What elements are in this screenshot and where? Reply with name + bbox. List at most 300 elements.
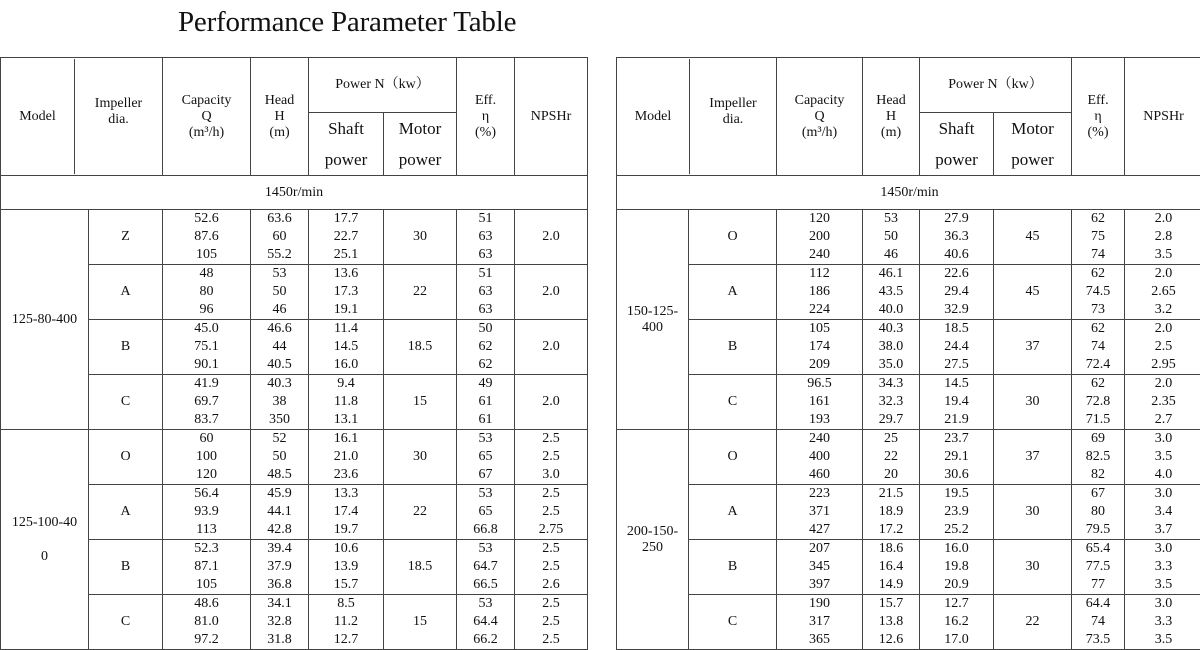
- cell-q: [163, 375, 251, 430]
- table-row: [617, 375, 1200, 430]
- cell-eff: [1072, 595, 1125, 650]
- value: 77.5: [1072, 558, 1124, 576]
- value: 69: [1072, 430, 1124, 448]
- value: 21.9: [920, 411, 993, 429]
- value: 53: [457, 430, 514, 448]
- value: 62: [1072, 210, 1124, 228]
- value: 65: [457, 448, 514, 466]
- cell-q: [163, 320, 251, 375]
- header-impeller: Impeller dia.: [75, 59, 162, 174]
- cell-h: [251, 320, 309, 375]
- model-name-line: 250: [617, 540, 688, 556]
- value: 46: [251, 301, 308, 319]
- value: 48.6: [163, 595, 250, 613]
- value: 14.5: [309, 338, 383, 356]
- cell-npshr: [515, 375, 588, 430]
- model-name-line: 400: [617, 320, 688, 336]
- header-model-impeller: [1, 58, 163, 176]
- model-name: [617, 430, 689, 650]
- value: 22.6: [920, 265, 993, 283]
- value: 62: [1072, 375, 1124, 393]
- value: 65: [457, 503, 514, 521]
- cell-shaft: [309, 265, 384, 320]
- value: 71.5: [1072, 411, 1124, 429]
- cell-q: [163, 265, 251, 320]
- header-capacity: Capacity Q (m³/h): [777, 58, 863, 176]
- value: 112: [777, 265, 862, 283]
- value: 2.0: [1125, 375, 1200, 393]
- value: 31.8: [251, 631, 308, 649]
- cell-shaft: [920, 430, 994, 485]
- value: 13.8: [863, 613, 919, 631]
- value: 20.9: [920, 576, 993, 594]
- value: 14.9: [863, 576, 919, 594]
- table-row: [1, 485, 588, 540]
- performance-table-right: [616, 57, 1200, 650]
- value: 55.2: [251, 246, 308, 264]
- cell-motor: 15: [384, 375, 457, 430]
- value: 23.9: [920, 503, 993, 521]
- table-row: [617, 430, 1200, 485]
- cell-h: [863, 430, 920, 485]
- header-power: Power N（kw）: [309, 58, 457, 113]
- value: 2.0: [515, 283, 587, 301]
- value: 2.5: [515, 485, 587, 503]
- value: 13.9: [309, 558, 383, 576]
- cell-h: [251, 595, 309, 650]
- impeller-dia: Z: [89, 210, 163, 265]
- cell-shaft: [309, 375, 384, 430]
- value: 2.75: [515, 521, 587, 539]
- value: 51: [457, 265, 514, 283]
- header-power: Power N（kw）: [920, 58, 1072, 113]
- value: 400: [777, 448, 862, 466]
- value: 105: [163, 246, 250, 264]
- value: 63: [457, 301, 514, 319]
- cell-h: [863, 595, 920, 650]
- header-npshr: NPSHr: [515, 58, 588, 176]
- value: 12.6: [863, 631, 919, 649]
- impeller-dia: A: [89, 265, 163, 320]
- value: 50: [457, 320, 514, 338]
- value: 2.0: [1125, 265, 1200, 283]
- value: 65.4: [1072, 540, 1124, 558]
- value: 79.5: [1072, 521, 1124, 539]
- table-row: [1, 265, 588, 320]
- value: 16.1: [309, 430, 383, 448]
- value: 224: [777, 301, 862, 319]
- cell-motor: 30: [384, 430, 457, 485]
- value: 75: [1072, 228, 1124, 246]
- value: 2.5: [515, 430, 587, 448]
- value: 32.8: [251, 613, 308, 631]
- value: 36.3: [920, 228, 993, 246]
- value: 60: [163, 430, 250, 448]
- value: 39.4: [251, 540, 308, 558]
- value: 113: [163, 521, 250, 539]
- value: 52.3: [163, 540, 250, 558]
- value: 67: [457, 466, 514, 484]
- cell-npshr: [515, 265, 588, 320]
- impeller-dia: O: [689, 210, 777, 265]
- cell-npshr: [1125, 540, 1200, 595]
- cell-h: [863, 320, 920, 375]
- cell-motor: 30: [994, 485, 1072, 540]
- value: 2.5: [515, 613, 587, 631]
- value: 240: [777, 246, 862, 264]
- value: 42.8: [251, 521, 308, 539]
- header-shaft-power: Shaft power: [309, 113, 384, 176]
- value: 27.5: [920, 356, 993, 374]
- cell-eff: [457, 265, 515, 320]
- cell-h: [251, 540, 309, 595]
- value: 40.3: [863, 320, 919, 338]
- value: 63: [457, 283, 514, 301]
- value: 38.0: [863, 338, 919, 356]
- cell-npshr: [1125, 485, 1200, 540]
- table-row: [617, 265, 1200, 320]
- value: 174: [777, 338, 862, 356]
- speed-label: 1450r/min: [617, 176, 1200, 210]
- value: 19.8: [920, 558, 993, 576]
- value: 16.0: [309, 356, 383, 374]
- value: 3.5: [1125, 246, 1200, 264]
- value: 13.6: [309, 265, 383, 283]
- value: 40.0: [863, 301, 919, 319]
- value: 105: [163, 576, 250, 594]
- cell-shaft: [920, 485, 994, 540]
- cell-npshr: [1125, 320, 1200, 375]
- cell-motor: 37: [994, 430, 1072, 485]
- value: 4.0: [1125, 466, 1200, 484]
- value: 240: [777, 430, 862, 448]
- value: 9.4: [309, 375, 383, 393]
- header-npshr: NPSHr: [1125, 58, 1200, 176]
- cell-motor: 45: [994, 210, 1072, 265]
- header-eff: Eff. η (%): [457, 58, 515, 176]
- cell-npshr: [1125, 430, 1200, 485]
- cell-eff: [457, 540, 515, 595]
- cell-h: [251, 265, 309, 320]
- table-row: [617, 210, 1200, 265]
- cell-h: [863, 210, 920, 265]
- cell-q: [163, 430, 251, 485]
- value: 120: [777, 210, 862, 228]
- value: 11.8: [309, 393, 383, 411]
- cell-q: [777, 375, 863, 430]
- value: 74: [1072, 613, 1124, 631]
- impeller-dia: A: [689, 265, 777, 320]
- impeller-dia: B: [689, 320, 777, 375]
- value: 2.7: [1125, 411, 1200, 429]
- value: 63: [457, 228, 514, 246]
- value: 38: [251, 393, 308, 411]
- value: 48.5: [251, 466, 308, 484]
- value: 11.2: [309, 613, 383, 631]
- value: 3.4: [1125, 503, 1200, 521]
- value: 53: [457, 595, 514, 613]
- value: 3.7: [1125, 521, 1200, 539]
- value: 397: [777, 576, 862, 594]
- value: 32.3: [863, 393, 919, 411]
- impeller-dia: C: [689, 595, 777, 650]
- value: 371: [777, 503, 862, 521]
- cell-motor: 30: [384, 210, 457, 265]
- value: 22: [863, 448, 919, 466]
- value: 100: [163, 448, 250, 466]
- cell-eff: [457, 320, 515, 375]
- value: 72.4: [1072, 356, 1124, 374]
- cell-shaft: [309, 430, 384, 485]
- value: 43.5: [863, 283, 919, 301]
- value: 25: [863, 430, 919, 448]
- value: 21.0: [309, 448, 383, 466]
- value: 30.6: [920, 466, 993, 484]
- value: 16.4: [863, 558, 919, 576]
- value: 77: [1072, 576, 1124, 594]
- header-model: Model: [1, 59, 75, 174]
- value: 40.3: [251, 375, 308, 393]
- value: 193: [777, 411, 862, 429]
- table-row: [617, 320, 1200, 375]
- value: 3.0: [1125, 595, 1200, 613]
- header-model: Model: [617, 59, 690, 174]
- value: 82: [1072, 466, 1124, 484]
- value: 18.5: [920, 320, 993, 338]
- value: 90.1: [163, 356, 250, 374]
- cell-q: [163, 210, 251, 265]
- cell-npshr: [1125, 265, 1200, 320]
- value: 3.5: [1125, 576, 1200, 594]
- value: 207: [777, 540, 862, 558]
- cell-eff: [1072, 430, 1125, 485]
- value: 200: [777, 228, 862, 246]
- value: 365: [777, 631, 862, 649]
- cell-q: [777, 485, 863, 540]
- value: 223: [777, 485, 862, 503]
- value: 62: [1072, 320, 1124, 338]
- value: 186: [777, 283, 862, 301]
- cell-shaft: [309, 540, 384, 595]
- cell-npshr: [1125, 595, 1200, 650]
- value: 317: [777, 613, 862, 631]
- value: 29.1: [920, 448, 993, 466]
- cell-npshr: [1125, 210, 1200, 265]
- value: 74.5: [1072, 283, 1124, 301]
- cell-motor: 22: [384, 485, 457, 540]
- value: 21.5: [863, 485, 919, 503]
- value: 27.9: [920, 210, 993, 228]
- value: 23.6: [309, 466, 383, 484]
- value: 83.7: [163, 411, 250, 429]
- value: 62: [457, 338, 514, 356]
- value: 18.6: [863, 540, 919, 558]
- value: 2.5: [515, 631, 587, 649]
- value: 50: [863, 228, 919, 246]
- value: 2.5: [515, 448, 587, 466]
- cell-npshr: [515, 485, 588, 540]
- value: 14.5: [920, 375, 993, 393]
- header-impeller: Impeller dia.: [690, 59, 776, 174]
- cell-eff: [457, 485, 515, 540]
- header-eff: Eff. η (%): [1072, 58, 1125, 176]
- value: 2.0: [515, 228, 587, 246]
- model-name-line: 125-80-400: [1, 312, 88, 328]
- cell-npshr: [1125, 375, 1200, 430]
- cell-eff: [457, 430, 515, 485]
- table-row: [617, 540, 1200, 595]
- value: 53: [863, 210, 919, 228]
- value: 22.7: [309, 228, 383, 246]
- value: 50: [251, 283, 308, 301]
- value: 51: [457, 210, 514, 228]
- value: 120: [163, 466, 250, 484]
- value: 62: [1072, 265, 1124, 283]
- value: 80: [1072, 503, 1124, 521]
- value: 82.5: [1072, 448, 1124, 466]
- value: 87.6: [163, 228, 250, 246]
- value: 2.5: [1125, 338, 1200, 356]
- value: 19.5: [920, 485, 993, 503]
- value: 2.6: [515, 576, 587, 594]
- value: 25.2: [920, 521, 993, 539]
- value: 3.3: [1125, 558, 1200, 576]
- cell-eff: [1072, 485, 1125, 540]
- cell-eff: [1072, 320, 1125, 375]
- value: 15.7: [863, 595, 919, 613]
- table-row: [1, 210, 588, 265]
- cell-npshr: [515, 430, 588, 485]
- value: 19.1: [309, 301, 383, 319]
- value: 93.9: [163, 503, 250, 521]
- cell-motor: 37: [994, 320, 1072, 375]
- value: 50: [251, 448, 308, 466]
- value: 34.3: [863, 375, 919, 393]
- value: 345: [777, 558, 862, 576]
- value: 45.0: [163, 320, 250, 338]
- header-motor-power: Motor power: [994, 113, 1072, 176]
- value: 12.7: [920, 595, 993, 613]
- value: 17.2: [863, 521, 919, 539]
- value: 190: [777, 595, 862, 613]
- table-row: [1, 430, 588, 485]
- impeller-dia: C: [89, 595, 163, 650]
- value: 49: [457, 375, 514, 393]
- cell-shaft: [920, 595, 994, 650]
- model-name: [1, 210, 89, 430]
- value: 72.8: [1072, 393, 1124, 411]
- value: 3.3: [1125, 613, 1200, 631]
- value: 3.5: [1125, 448, 1200, 466]
- value: 53: [457, 540, 514, 558]
- model-name-line: 0: [1, 549, 88, 565]
- value: 3.0: [515, 466, 587, 484]
- value: 80: [163, 283, 250, 301]
- value: 29.7: [863, 411, 919, 429]
- impeller-dia: O: [689, 430, 777, 485]
- value: 460: [777, 466, 862, 484]
- cell-q: [163, 485, 251, 540]
- cell-motor: 15: [384, 595, 457, 650]
- value: 40.5: [251, 356, 308, 374]
- cell-motor: 18.5: [384, 320, 457, 375]
- value: 20: [863, 466, 919, 484]
- value: 11.4: [309, 320, 383, 338]
- cell-motor: 45: [994, 265, 1072, 320]
- value: 18.9: [863, 503, 919, 521]
- value: 69.7: [163, 393, 250, 411]
- value: 427: [777, 521, 862, 539]
- value: 64.4: [1072, 595, 1124, 613]
- value: 10.6: [309, 540, 383, 558]
- cell-motor: 30: [994, 375, 1072, 430]
- header-capacity: Capacity Q (m³/h): [163, 58, 251, 176]
- value: 75.1: [163, 338, 250, 356]
- cell-npshr: [515, 595, 588, 650]
- cell-shaft: [309, 320, 384, 375]
- cell-q: [777, 430, 863, 485]
- value: 2.0: [1125, 210, 1200, 228]
- cell-eff: [1072, 265, 1125, 320]
- model-name-line: 150-125-: [617, 304, 688, 320]
- value: 52.6: [163, 210, 250, 228]
- value: 37.9: [251, 558, 308, 576]
- value: 17.7: [309, 210, 383, 228]
- cell-motor: 22: [384, 265, 457, 320]
- value: 34.1: [251, 595, 308, 613]
- value: 87.1: [163, 558, 250, 576]
- value: 64.4: [457, 613, 514, 631]
- value: 63: [457, 246, 514, 264]
- value: 23.7: [920, 430, 993, 448]
- value: 46.6: [251, 320, 308, 338]
- cell-h: [251, 485, 309, 540]
- value: 73: [1072, 301, 1124, 319]
- value: 3.5: [1125, 631, 1200, 649]
- cell-motor: 30: [994, 540, 1072, 595]
- cell-q: [777, 540, 863, 595]
- header-head: Head H (m): [251, 58, 309, 176]
- value: 161: [777, 393, 862, 411]
- value: 2.0: [1125, 320, 1200, 338]
- cell-eff: [457, 375, 515, 430]
- value: 60: [251, 228, 308, 246]
- impeller-dia: O: [89, 430, 163, 485]
- value: 2.95: [1125, 356, 1200, 374]
- cell-h: [863, 265, 920, 320]
- speed-label: 1450r/min: [1, 176, 588, 210]
- performance-table-left: [0, 57, 588, 650]
- value: 66.5: [457, 576, 514, 594]
- value: 2.8: [1125, 228, 1200, 246]
- cell-h: [863, 375, 920, 430]
- cell-eff: [1072, 540, 1125, 595]
- value: 63.6: [251, 210, 308, 228]
- value: 74: [1072, 246, 1124, 264]
- table-row: [617, 485, 1200, 540]
- header-shaft-power: Shaft power: [920, 113, 994, 176]
- cell-npshr: [515, 320, 588, 375]
- cell-motor: 22: [994, 595, 1072, 650]
- cell-q: [777, 595, 863, 650]
- value: 16.2: [920, 613, 993, 631]
- header-motor-power: Motor power: [384, 113, 457, 176]
- model-name: [617, 210, 689, 430]
- value: 3.2: [1125, 301, 1200, 319]
- value: 15.7: [309, 576, 383, 594]
- value: 61: [457, 411, 514, 429]
- value: 61: [457, 393, 514, 411]
